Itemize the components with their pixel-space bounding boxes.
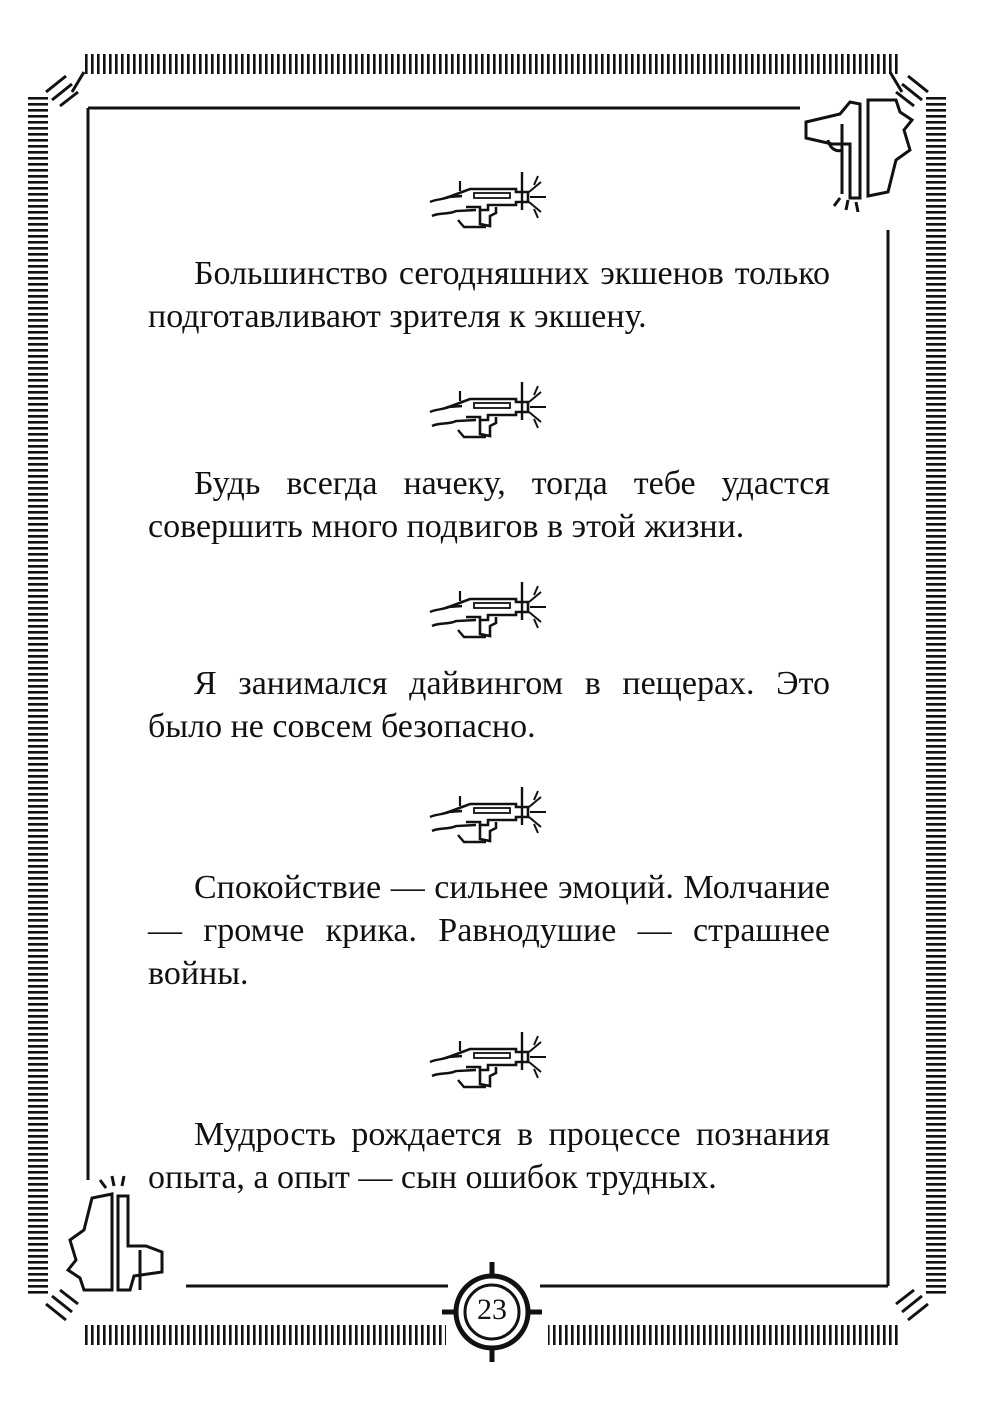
quote-2 [148,462,830,548]
pistol-muzzle-flash-icon [430,382,546,437]
pistol-muzzle-flash-icon [430,582,546,637]
quote-3 [148,662,830,748]
quote-text: Мудрость рождается в процессе познания опыта, а опыт — сын ошибок трудных. [148,1116,830,1196]
quote-text: Будь всегда начеку, тогда тебе удастся совершить много подвигов в этой жизни. [148,465,830,545]
page-number: 23 [477,1293,507,1326]
pistol-muzzle-flash-icon [430,787,546,842]
quote-text: Спокойствие — сильнее эмоций. Молчание — громче крика. Равнодушие — страшнее войны. [148,869,830,992]
quote-4 [148,866,830,995]
quote-text: Я занимался дайвингом в пещерах. Это было не совсем безопасно. [148,665,830,745]
quote-5 [148,1113,830,1199]
pistol-muzzle-flash-icon [430,172,546,227]
quote-text: Большинство сегодняшних экшенов только подготавливают зрителя к экшену. [148,255,830,335]
silhouette-with-pistol-icon [806,100,912,212]
quote-1 [148,252,830,338]
pistol-muzzle-flash-icon [430,1032,546,1087]
